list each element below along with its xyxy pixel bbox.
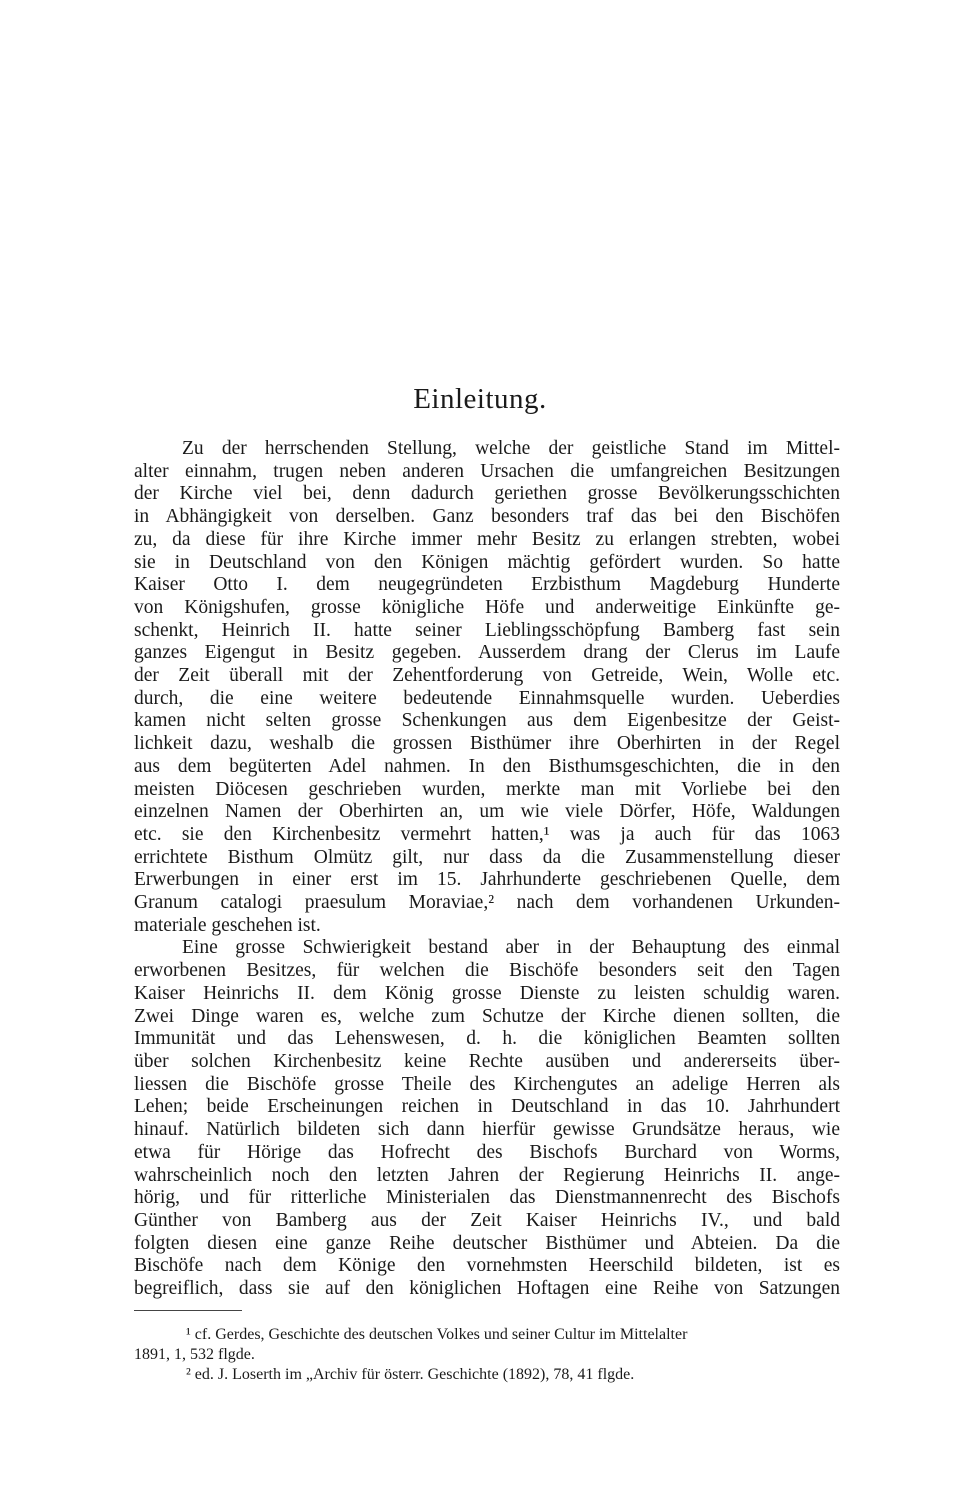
- text-line: von Königshufen, grosse königliche Höfe und anderweitige Einkünfte ge-: [134, 596, 840, 618]
- footnotes: [134, 1325, 840, 1385]
- text-line: hinauf. Natürlich bildeten sich dann hierfür gewisse Grundsätze heraus, wie: [134, 1119, 840, 1141]
- text-line: über solchen Kirchenbesitz keine Rechte ausüben und andererseits über-: [134, 1050, 840, 1072]
- text-line: etc. sie den Kirchenbesitz vermehrt hatten,¹ was ja auch für das 1063: [134, 823, 840, 845]
- footnote-2: [134, 1365, 840, 1385]
- footnote-divider: [134, 1310, 242, 1311]
- text-line: der Zeit überall mit der Zehentforderung von Getreide, Wein, Wolle etc.: [134, 665, 840, 687]
- text-line: durch, die eine weitere bedeutende Einnahmsquelle wurden. Ueberdies: [134, 687, 840, 709]
- text-line: Kaiser Otto I. dem neugegründeten Erzbisthum Magdeburg Hunderte: [134, 574, 840, 596]
- paragraph-1: [134, 438, 840, 937]
- text-line: Eine grosse Schwierigkeit bestand aber in der Behauptung des einmal: [182, 937, 840, 959]
- text-line: erworbenen Besitzes, für welchen die Bischöfe besonders seit den Tagen: [134, 960, 840, 982]
- text-line: meisten Diöcesen geschrieben wurden, merkte man mit Vorliebe bei den: [134, 778, 840, 800]
- footnote-line: 1891, 1, 532 flgde.: [134, 1346, 255, 1363]
- text-line: begreiflich, dass sie auf den königlichen Hoftagen eine Reihe von Satzungen: [134, 1278, 840, 1300]
- text-line: zu, da diese für ihre Kirche immer mehr Besitz zu erlangen strebten, wobei: [134, 528, 840, 550]
- text-line: Kaiser Heinrichs II. dem König grosse Dienste zu leisten schuldig waren.: [134, 982, 840, 1004]
- text-line: Zu der herrschenden Stellung, welche der geistliche Stand im Mittel-: [182, 438, 840, 459]
- text-line: errichtete Bisthum Olmütz gilt, nur dass da die Zusammenstellung dieser: [134, 846, 840, 868]
- text-line: kamen nicht selten grosse Schenkungen aus dem Eigenbesitze der Geist-: [134, 710, 840, 732]
- text-line: Zwei Dinge waren es, welche zum Schutze der Kirche dienen sollten, die: [134, 1005, 840, 1027]
- text-line: wahrscheinlich noch den letzten Jahren der Regierung Heinrichs II. ange-: [134, 1164, 840, 1186]
- text-line: etwa für Hörige das Hofrecht des Bischofs Burchard von Worms,: [134, 1141, 840, 1163]
- text-line: folgten diesen eine ganze Reihe deutscher Bisthümer und Abteien. Da die: [134, 1232, 840, 1254]
- text-line: liessen die Bischöfe grosse Theile des Kirchengutes an adelige Herren als: [134, 1073, 840, 1095]
- text-line: in Abhängigkeit von derselben. Ganz besonders traf das bei den Bischöfen: [134, 506, 840, 528]
- text-line: schenkt, Heinrich II. hatte seiner Lieblingsschöpfung Bamberg fast sein: [134, 619, 840, 641]
- footnote-line: ¹ cf. Gerdes, Geschichte des deutschen Volkes und seiner Cultur im Mittelalter: [186, 1326, 688, 1343]
- text-line: Günther von Bamberg aus der Zeit Kaiser Heinrichs IV., und bald: [134, 1209, 840, 1231]
- text-line: alter einnahm, trugen neben anderen Ursachen die umfangreichen Besitzungen: [134, 460, 840, 482]
- text-line: hörig, und für ritterliche Ministerialen das Dienstmannenrecht des Bischofs: [134, 1187, 840, 1209]
- text-line: ganzes Eigengut in Besitz gegeben. Ausserdem drang der Clerus im Laufe: [134, 642, 840, 664]
- text-line: einzelnen Namen der Oberhirten an, um wie viele Dörfer, Höfe, Waldungen: [134, 801, 840, 823]
- text-line: sie in Deutschland von den Königen mächtig gefördert wurden. So hatte: [134, 551, 840, 573]
- text-line: Lehen; beide Erscheinungen reichen in Deutschland in das 10. Jahrhundert: [134, 1096, 840, 1118]
- paragraph-2: [134, 937, 840, 1300]
- body-text: [134, 438, 840, 1301]
- text-line: Erwerbungen in einer erst im 15. Jahrhunderte geschriebenen Quelle, dem: [134, 869, 840, 891]
- text-line: lichkeit dazu, weshalb die grossen Bisthümer ihre Oberhirten in der Regel: [134, 733, 840, 755]
- text-line: materiale geschehen ist.: [134, 914, 321, 936]
- text-line: Granum catalogi praesulum Moraviae,² nach dem vorhandenen Urkunden-: [134, 892, 840, 914]
- footnote-line: ² ed. J. Loserth im „Archiv für österr. Geschichte (1892), 78, 41 flgde.: [186, 1366, 635, 1383]
- text-line: Bischöfe nach dem Könige den vornehmsten Heerschild bildeten, ist es: [134, 1255, 840, 1277]
- footnote-1: [134, 1325, 840, 1365]
- text-line: Immunität und das Lehenswesen, d. h. die königlichen Beamten sollten: [134, 1028, 840, 1050]
- text-line: aus dem begüterten Adel nahmen. In den Bisthumsgeschichten, die in den: [134, 755, 840, 777]
- page-heading: Einleitung.: [413, 383, 547, 415]
- text-line: der Kirche viel bei, denn dadurch geriethen grosse Bevölkerungsschichten: [134, 483, 840, 505]
